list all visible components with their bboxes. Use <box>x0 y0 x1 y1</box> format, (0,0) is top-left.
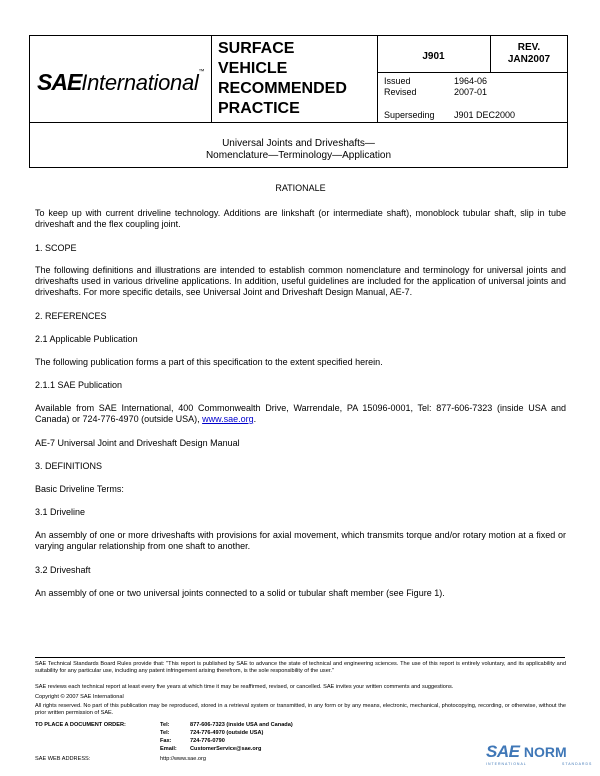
logo-trademark: ™ <box>198 69 205 75</box>
revision <box>490 42 568 66</box>
document-subtitle <box>29 122 568 168</box>
revision-value: JAN2007 <box>507 54 551 65</box>
driveshaft-text: An assembly of one or two universal joints connected to a solid or tubular shaft member (see Figure 1). <box>35 588 445 598</box>
order-label: TO PLACE A DOCUMENT ORDER: <box>35 722 126 728</box>
document-number: J901 <box>422 51 445 62</box>
contact-key: Tel: <box>160 722 170 728</box>
contact-value: 724-776-4970 (outside USA) <box>190 730 264 736</box>
revised-value: 2007-01 <box>454 87 488 97</box>
driveline-text: An assembly of one or more driveshafts with provisions for axial movement, which transmits torque and/or rotary motion at a fixed or varying angular relationship from one shaft to another. <box>35 530 566 551</box>
header-box <box>29 35 568 123</box>
sae-norm-stamp-logo <box>486 742 593 766</box>
stamp-sae: SAE <box>486 742 520 761</box>
revision-label: REV. <box>517 42 541 53</box>
basic-terms-label: Basic Driveline Terms: <box>35 484 124 494</box>
contact-key: Fax: <box>160 738 172 744</box>
title-line: VEHICLE <box>218 60 288 77</box>
available-text-end: . <box>253 414 257 424</box>
rationale-heading: RATIONALE <box>275 183 326 193</box>
stamp-norm: NORM <box>523 744 567 760</box>
board-rules-text: SAE Technical Standards Board Rules provide that: "This report is published by SAE to advance the state of technical and engineering sciences. The use of this report is entirely voluntary, and its applicability and suitability for any particular use, including any patent infringement arising therefrom, is the sole responsibility of the user." <box>35 661 566 674</box>
definitions-heading: 3. DEFINITIONS <box>35 461 103 471</box>
web-address-value: http://www.sae.org <box>160 756 207 762</box>
subtitle-line: Universal Joints and Driveshafts— <box>222 138 375 149</box>
rationale-text: To keep up with current driveline technology. Additions are linkshaft (or intermediate shaft), monoblock tubular shaft, slip in tube driveshaft and the flex coupling joint. <box>35 208 566 229</box>
superseding-value: J901 DEC2000 <box>454 110 516 120</box>
sae-publication-heading: 2.1.1 SAE Publication <box>35 380 123 390</box>
driveline-heading: 3.1 Driveline <box>35 507 86 517</box>
title-line: PRACTICE <box>218 100 300 117</box>
revised-label: Revised <box>384 87 417 97</box>
stamp-standards: STANDARDS <box>562 762 593 766</box>
contact-value: 877-606-7323 (inside USA and Canada) <box>190 722 293 728</box>
applicable-text: The following publication forms a part of this specification to the extent specified herein. <box>35 357 383 367</box>
superseding-label: Superseding <box>384 110 435 120</box>
sae-website-link[interactable]: www.sae.org <box>202 414 254 424</box>
title-line: SURFACE <box>218 40 295 57</box>
contact-value: 724-776-0790 <box>190 738 225 744</box>
applicable-heading: 2.1 Applicable Publication <box>35 334 138 344</box>
stamp-international: INTERNATIONAL <box>486 762 527 766</box>
web-address-label: SAE WEB ADDRESS: <box>35 756 91 762</box>
issued-label: Issued <box>384 76 411 86</box>
issued-value: 1964-06 <box>454 76 488 86</box>
document-type-title <box>218 39 347 119</box>
contact-email: CustomerService@sae.org <box>190 746 262 752</box>
ae7-reference: AE-7 Universal Joint and Driveshaft Design Manual <box>35 438 240 448</box>
rights-text: All rights reserved. No part of this publication may be reproduced, stored in a retrieval system or transmitted, in any form or by any means, electronic, mechanical, photocopying, recording, or otherwise, without the prior written permission of SAE. <box>35 703 566 716</box>
available-text <box>35 403 566 425</box>
header-divider <box>377 72 568 73</box>
copyright-text: Copyright © 2007 SAE International <box>35 694 124 700</box>
references-heading: 2. REFERENCES <box>35 311 107 321</box>
scope-heading: 1. SCOPE <box>35 243 77 253</box>
contact-key: Tel: <box>160 730 170 736</box>
subtitle-line: Nomenclature—Terminology—Application <box>205 150 392 161</box>
sae-international-logo <box>37 69 204 96</box>
scope-text: The following definitions and illustrations are intended to establish common nomenclature and terminology for universal joints and driveshafts used in various driveline applications. In addition, useful guidelines are included for the application of universal joints and driveshafts. For more specific details, see Universal Joint and Driveshaft Design Manual, AE-7. <box>35 265 566 297</box>
logo-international: International <box>81 70 199 95</box>
footer-rule <box>35 657 565 658</box>
header-divider <box>377 36 378 122</box>
review-text: SAE reviews each technical report at least every five years at which time it may be reaffirmed, revised, or cancelled. SAE invites your written comments and suggestions. <box>35 684 454 690</box>
available-text-body: Available from SAE International, 400 Commonwealth Drive, Warrendale, PA 15096-0001, Tel: 877-606-7323 (inside USA and Canada) or 724-776-4970 (outside USA), <box>35 403 566 424</box>
header-divider <box>211 36 212 122</box>
contact-key: Email: <box>160 746 177 752</box>
driveshaft-heading: 3.2 Driveshaft <box>35 565 91 575</box>
title-line: RECOMMENDED <box>218 80 347 97</box>
logo-sae: SAE <box>37 69 82 95</box>
